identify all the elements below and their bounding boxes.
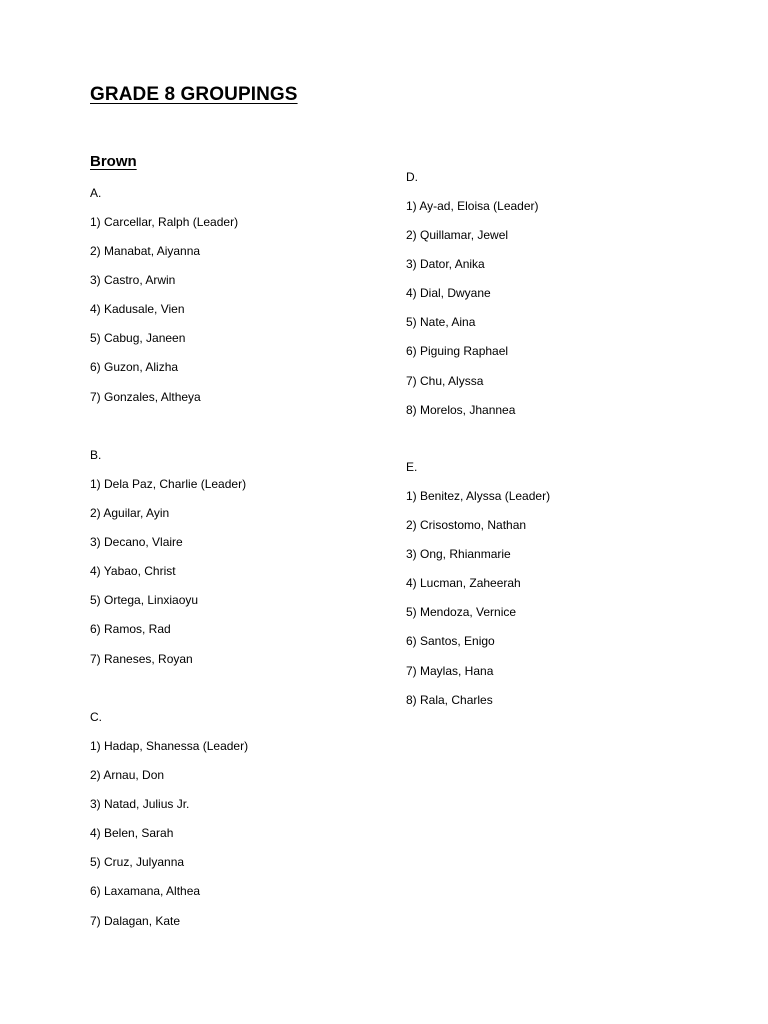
- group-label: A.: [90, 186, 102, 200]
- group-member: 7) Gonzales, Altheya: [90, 389, 201, 404]
- group-d: [406, 163, 539, 425]
- group-member: 2) Aguilar, Ayin: [90, 506, 170, 521]
- group-member: 4) Belen, Sarah: [90, 826, 174, 841]
- group-member: 3) Natad, Julius Jr.: [90, 797, 190, 812]
- group-member: 4) Yabao, Christ: [90, 564, 176, 579]
- group-member: 2) Manabat, Aiyanna: [90, 244, 201, 259]
- group-member: 2) Quillamar, Jewel: [406, 228, 509, 243]
- group-member: 5) Mendoza, Vernice: [406, 605, 517, 620]
- group-member: 7) Chu, Alyssa: [406, 373, 484, 388]
- group-member: 2) Crisostomo, Nathan: [406, 518, 527, 533]
- group-member: 4) Kadusale, Vien: [90, 302, 185, 317]
- group-member: 3) Decano, Vlaire: [90, 535, 183, 550]
- group-member: 6) Piguing Raphael: [406, 344, 509, 359]
- section-heading-brown: Brown: [90, 153, 137, 170]
- group-member: 5) Cabug, Janeen: [90, 331, 186, 346]
- group-label: D.: [406, 170, 418, 184]
- page-title: GRADE 8 GROUPINGS: [90, 84, 298, 105]
- group-member: 4) Dial, Dwyane: [406, 286, 491, 301]
- group-member: 5) Cruz, Julyanna: [90, 855, 185, 870]
- group-member: 3) Castro, Arwin: [90, 273, 176, 288]
- group-member: 1) Ay-ad, Eloisa (Leader): [406, 199, 539, 213]
- group-member: 8) Rala, Charles: [406, 692, 493, 707]
- group-label: B.: [90, 448, 102, 462]
- group-member: 2) Arnau, Don: [90, 768, 165, 783]
- group-member: 3) Ong, Rhianmarie: [406, 547, 511, 562]
- group-b: [90, 441, 246, 674]
- group-a: [90, 179, 238, 412]
- group-member: 1) Hadap, Shanessa (Leader): [90, 739, 249, 753]
- group-e: [406, 453, 550, 715]
- group-label: C.: [90, 710, 102, 724]
- group-member: 4) Lucman, Zaheerah: [406, 576, 521, 591]
- group-member: 3) Dator, Anika: [406, 257, 485, 272]
- group-member: 6) Guzon, Alizha: [90, 360, 179, 375]
- group-member: 6) Ramos, Rad: [90, 622, 171, 637]
- group-member: 6) Santos, Enigo: [406, 634, 495, 649]
- group-member: 7) Dalagan, Kate: [90, 913, 181, 928]
- group-member: 1) Carcellar, Ralph (Leader): [90, 215, 239, 229]
- group-member: 7) Raneses, Royan: [90, 651, 193, 666]
- group-member: 8) Morelos, Jhannea: [406, 402, 516, 417]
- group-member: 7) Maylas, Hana: [406, 663, 494, 678]
- group-c: [90, 703, 248, 936]
- group-member: 1) Dela Paz, Charlie (Leader): [90, 477, 247, 491]
- group-member: 6) Laxamana, Althea: [90, 884, 201, 899]
- group-member: 5) Nate, Aina: [406, 315, 476, 330]
- group-member: 5) Ortega, Linxiaoyu: [90, 593, 199, 608]
- group-member: 1) Benitez, Alyssa (Leader): [406, 489, 551, 503]
- group-label: E.: [406, 460, 418, 474]
